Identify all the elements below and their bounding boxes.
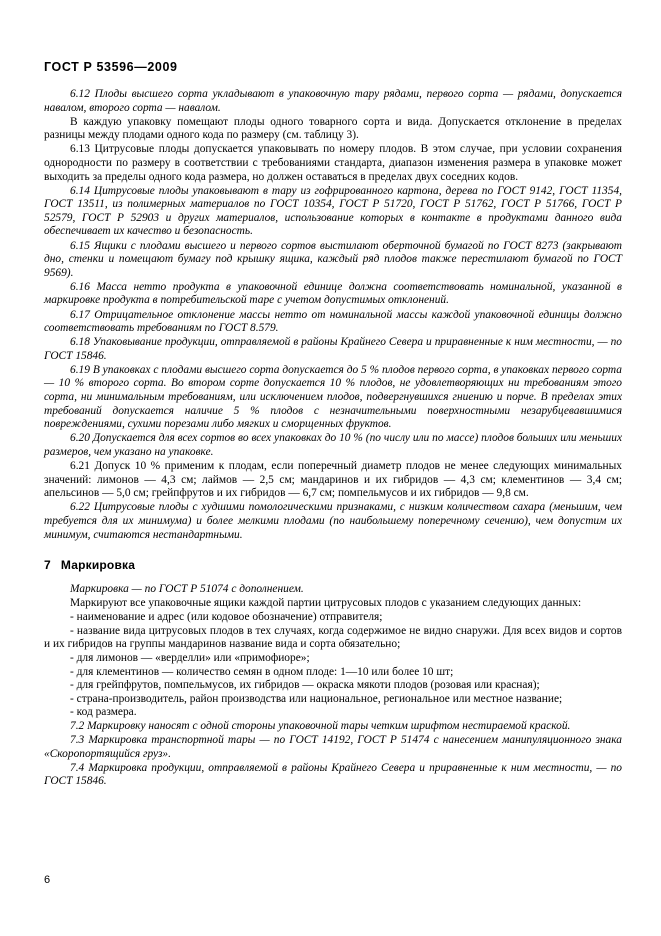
list-item: - для клементинов — количество семян в одном плоде: 1—10 или более 10 шт; xyxy=(70,665,454,678)
section-heading-7 xyxy=(44,558,622,572)
paragraph-6-13: 6.13 Цитрусовые плоды допускается упаковывать по номеру плодов. В этом случае, при условии сохранения однородности по размеру в соответствии с требованиями стандарта, диапазон изменения размера в упаковке может выходить за пределы одного кода размера, но должен оставаться в пределах двух соседних кодов. xyxy=(44,143,622,183)
list-item: - страна-производитель, район производства или национальное, региональное или местное название; xyxy=(70,692,563,705)
list-item: - для грейпфрутов, помпельмусов, их гибридов — окраска мякоти плодов (розовая или красная); xyxy=(70,679,540,692)
paragraph-6-12: 6.12 Плоды высшего сорта укладывают в упаковочную тару рядами, первого сорта — рядами, допускается навалом, второго сорта — навалом. xyxy=(44,88,622,114)
paragraph-7-0b: Маркируют все упаковочные ящики каждой партии цитрусовых плодов с указанием следующих данных: xyxy=(70,597,582,610)
paragraph-6-22: 6.22 Цитрусовые плоды с худшими помологическими признаками, с низким количеством сахара (меньшим, чем требуется для их минимума) и более мелкими плодами (по наибольшему поперечному сечению), чем допустим их минимум, считаются нестандартными. xyxy=(44,501,622,541)
page-header: ГОСТ Р 53596—2009 xyxy=(44,60,178,74)
paragraph-6-19: 6.19 В упаковках с плодами высшего сорта допускается до 5 % плодов первого сорта, в упаковках первого сорта — 10 % второго сорта. Во втором сорте допускается 10 % плодов, не удовлетворяющих ни требованиям этого сорта, ни минимальным требованиям, или исключением плодов, подвергнувшихся гниению и порче. В пределах этих требований допускается наличие 5 % плодов с незначительными поверхностными незарубцевавшимися повреждениями, сухими порезами либо мягких и сморщенных фруктов. xyxy=(44,363,622,431)
paragraph-7-4: 7.4 Маркировка продукции, отправляемой в районы Крайнего Севера и приравненные к ним местности, — по ГОСТ 15846. xyxy=(44,761,622,788)
section-title: Маркировка xyxy=(60,558,136,573)
list-item: - название вида цитрусовых плодов в тех случаях, когда содержимое не видно снаружи. Для всех видов и сортов и их гибридов на группы мандаринов название вида и сорта обязательно; xyxy=(44,624,622,651)
paragraph-6-15: 6.15 Ящики с плодами высшего и первого сортов выстилают оберточной бумагой по ГОСТ 8273 (закрывают дно, стенки и помещают бумагу под крышку ящика, каждый ряд плодов также перестилают бумагой по ГОСТ 9569). xyxy=(44,239,622,279)
list-item: - для лимонов — «верделли» или «примофиоре»; xyxy=(70,652,310,665)
paragraph-6-12b: В каждую упаковку помещают плоды одного товарного сорта и вида. Допускается отклонение в пределах разницы между плодами одного кода по размеру (см. таблицу 3). xyxy=(44,115,622,142)
paragraph-6-18: 6.18 Упаковывание продукции, отправляемой в районы Крайнего Севера и приравненные к ним местности, — по ГОСТ 15846. xyxy=(44,336,622,362)
paragraph-6-21: 6.21 Допуск 10 % применим к плодам, если поперечный диаметр плодов не менее следующих минимальных значений: лимонов — 4,3 см; лаймов — 2,5 см; мандаринов и их гибридов — 4,3 см; клементинов — 3,4 см; апельсинов — 5,0 см; грейпфрутов и их гибридов — 6,7 см; помпельмусов и их гибридов — 9,8 см. xyxy=(44,460,622,500)
paragraph-7-2: 7.2 Маркировку наносят с одной стороны упаковочной тары четким шрифтом нестираемой краской. xyxy=(70,720,571,733)
paragraph-7-0: Маркировка — по ГОСТ Р 51074 с дополнением. xyxy=(70,583,304,596)
list-item: - наименование и адрес (или кодовое обозначение) отправителя; xyxy=(70,611,383,624)
page-number: 6 xyxy=(44,874,51,886)
paragraph-6-17: 6.17 Отрицательное отклонение массы нетто от номинальной массы каждой упаковочной единицы должно соответствовать требованиям по ГОСТ 8.579. xyxy=(44,308,622,335)
paragraph-7-3: 7.3 Маркировка транспортной тары — по ГОСТ 14192, ГОСТ Р 51474 с нанесением манипуляционного знака «Скоропортящийся груз». xyxy=(44,734,622,760)
paragraph-6-16: 6.16 Масса нетто продукта в упаковочной единице должна соответствовать номинальной, указанной в маркировке продукта в потребительской таре с учетом допустимых отклонений. xyxy=(44,280,622,307)
page-content xyxy=(44,88,622,790)
list-item: - код размера. xyxy=(70,706,137,719)
section-number: 7 xyxy=(44,558,51,573)
paragraph-6-14: 6.14 Цитрусовые плоды упаковывают в тару из гофрированного картона, дерева по ГОСТ 9142, ГОСТ 11354, ГОСТ 13511, из полимерных материалов по ГОСТ 10354, ГОСТ Р 51720, ГОСТ Р 51762, ГОСТ Р 51766, ГОСТ Р 52579, ГОСТ Р 52903 и других материалов, использование которых в контакте в продуктами данного вида обеспечивает их качество и безопасность. xyxy=(44,184,622,238)
paragraph-6-20: 6.20 Допускается для всех сортов во всех упаковках до 10 % (по числу или по массе) плодов больших или меньших размеров, чем указано на упаковке. xyxy=(44,432,622,458)
